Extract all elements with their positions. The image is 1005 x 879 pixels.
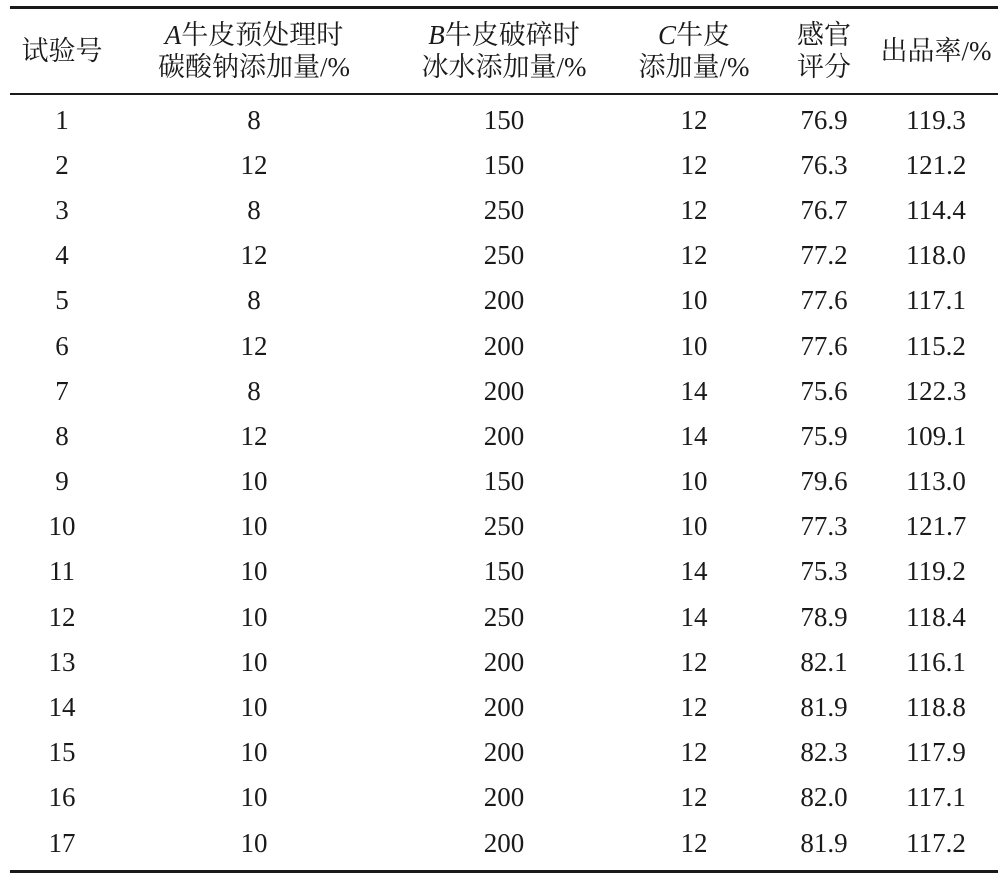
cell-score: 78.9 xyxy=(800,601,848,632)
cell-factor-b: 200 xyxy=(483,737,525,768)
cell-factor-a: 8 xyxy=(247,285,261,316)
cell-factor-b: 200 xyxy=(483,646,525,677)
table-row xyxy=(10,775,998,820)
table-row xyxy=(10,640,998,685)
table-row xyxy=(10,278,998,323)
cell-yield: 117.9 xyxy=(906,737,966,768)
cell-trial: 10 xyxy=(48,511,76,542)
cell-yield: 118.4 xyxy=(906,601,966,632)
cell-score: 79.6 xyxy=(800,466,848,497)
header-row xyxy=(10,9,998,93)
cell-trial: 1 xyxy=(55,104,69,135)
cell-factor-b: 150 xyxy=(483,556,525,587)
cell-trial: 15 xyxy=(48,737,76,768)
cell-factor-a: 8 xyxy=(247,194,261,225)
cell-factor-a: 10 xyxy=(240,601,268,632)
cell-score: 82.0 xyxy=(800,782,848,813)
cell-trial: 7 xyxy=(55,375,69,406)
experiment-table xyxy=(10,6,998,873)
cell-factor-c: 12 xyxy=(680,782,708,813)
table-row xyxy=(10,369,998,414)
cell-score: 75.6 xyxy=(800,375,848,406)
cell-factor-c: 10 xyxy=(680,466,708,497)
cell-yield: 118.8 xyxy=(906,692,966,723)
cell-factor-a: 10 xyxy=(240,466,268,497)
cell-factor-c: 10 xyxy=(680,511,708,542)
cell-yield: 115.2 xyxy=(906,330,966,361)
cell-factor-b: 200 xyxy=(483,420,525,451)
cell-factor-a: 12 xyxy=(240,330,268,361)
cell-factor-c: 14 xyxy=(680,420,708,451)
bottom-rule xyxy=(10,870,998,873)
cell-yield: 122.3 xyxy=(905,375,967,406)
cell-score: 77.6 xyxy=(800,285,848,316)
cell-yield: 121.7 xyxy=(905,511,967,542)
cell-score: 77.2 xyxy=(800,240,848,271)
cell-factor-b: 150 xyxy=(483,104,525,135)
cell-yield: 117.2 xyxy=(906,827,966,858)
cell-factor-b: 150 xyxy=(483,149,525,180)
cell-score: 77.6 xyxy=(800,330,848,361)
cell-trial: 12 xyxy=(48,601,76,632)
cell-trial: 5 xyxy=(55,285,69,316)
cell-score: 82.1 xyxy=(800,646,848,677)
cell-score: 82.3 xyxy=(800,737,848,768)
cell-factor-c: 12 xyxy=(680,827,708,858)
cell-yield: 121.2 xyxy=(905,149,967,180)
cell-factor-c: 10 xyxy=(680,285,708,316)
table-row xyxy=(10,549,998,594)
table-row xyxy=(10,323,998,368)
cell-factor-c: 12 xyxy=(680,646,708,677)
table-row xyxy=(10,414,998,459)
cell-yield: 119.2 xyxy=(906,556,966,587)
cell-factor-b: 200 xyxy=(483,782,525,813)
cell-factor-c: 14 xyxy=(680,601,708,632)
cell-trial: 8 xyxy=(55,420,69,451)
cell-factor-b: 250 xyxy=(483,240,525,271)
cell-factor-b: 200 xyxy=(483,285,525,316)
header-factor-c: C牛皮 添加量/% xyxy=(638,20,750,82)
table-row xyxy=(10,821,998,866)
cell-score: 81.9 xyxy=(800,827,848,858)
cell-factor-a: 8 xyxy=(247,375,261,406)
cell-factor-b: 200 xyxy=(483,692,525,723)
cell-yield: 119.3 xyxy=(906,104,966,135)
cell-score: 76.9 xyxy=(800,104,848,135)
table-row xyxy=(10,143,998,188)
cell-factor-b: 250 xyxy=(483,194,525,225)
cell-factor-a: 10 xyxy=(240,511,268,542)
header-yield: 出品率/% xyxy=(880,36,992,66)
table-row xyxy=(10,730,998,775)
cell-factor-c: 12 xyxy=(680,104,708,135)
cell-yield: 117.1 xyxy=(906,285,966,316)
cell-yield: 117.1 xyxy=(906,782,966,813)
cell-yield: 113.0 xyxy=(906,466,966,497)
cell-yield: 109.1 xyxy=(905,420,967,451)
header-trial-number: 试验号 xyxy=(21,36,103,66)
header-factor-a: A牛皮预处理时 碳酸钠添加量/% xyxy=(158,20,350,82)
cell-factor-a: 10 xyxy=(240,692,268,723)
cell-score: 76.7 xyxy=(800,194,848,225)
cell-trial: 3 xyxy=(55,194,69,225)
cell-factor-a: 10 xyxy=(240,737,268,768)
cell-factor-a: 12 xyxy=(240,240,268,271)
cell-trial: 2 xyxy=(55,149,69,180)
table-row xyxy=(10,233,998,278)
cell-yield: 118.0 xyxy=(906,240,966,271)
cell-factor-a: 10 xyxy=(240,556,268,587)
cell-factor-a: 12 xyxy=(240,149,268,180)
cell-factor-a: 10 xyxy=(240,646,268,677)
table-row xyxy=(10,685,998,730)
table-row xyxy=(10,459,998,504)
cell-factor-b: 250 xyxy=(483,601,525,632)
cell-trial: 14 xyxy=(48,692,76,723)
cell-factor-c: 12 xyxy=(680,149,708,180)
cell-factor-a: 8 xyxy=(247,104,261,135)
table-row xyxy=(10,595,998,640)
cell-factor-c: 12 xyxy=(680,692,708,723)
cell-trial: 17 xyxy=(48,827,76,858)
cell-factor-a: 12 xyxy=(240,420,268,451)
table-body xyxy=(10,95,998,870)
cell-factor-c: 14 xyxy=(680,556,708,587)
cell-score: 76.3 xyxy=(800,149,848,180)
cell-factor-b: 200 xyxy=(483,330,525,361)
header-factor-b: B牛皮破碎时 冰水添加量/% xyxy=(421,20,587,82)
cell-factor-c: 10 xyxy=(680,330,708,361)
cell-factor-b: 200 xyxy=(483,827,525,858)
table-row xyxy=(10,504,998,549)
cell-factor-c: 14 xyxy=(680,375,708,406)
cell-trial: 9 xyxy=(55,466,69,497)
cell-score: 75.9 xyxy=(800,420,848,451)
cell-trial: 11 xyxy=(49,556,75,587)
cell-score: 81.9 xyxy=(800,692,848,723)
cell-score: 75.3 xyxy=(800,556,848,587)
cell-score: 77.3 xyxy=(800,511,848,542)
cell-factor-c: 12 xyxy=(680,194,708,225)
cell-factor-c: 12 xyxy=(680,240,708,271)
table-row xyxy=(10,98,998,143)
cell-factor-b: 200 xyxy=(483,375,525,406)
cell-yield: 114.4 xyxy=(906,194,966,225)
table-row xyxy=(10,188,998,233)
cell-trial: 16 xyxy=(48,782,76,813)
cell-factor-b: 250 xyxy=(483,511,525,542)
cell-trial: 13 xyxy=(48,646,76,677)
cell-trial: 6 xyxy=(55,330,69,361)
header-sensory-score: 感官 评分 xyxy=(797,20,851,82)
cell-trial: 4 xyxy=(55,240,69,271)
cell-factor-a: 10 xyxy=(240,827,268,858)
cell-factor-b: 150 xyxy=(483,466,525,497)
cell-factor-a: 10 xyxy=(240,782,268,813)
cell-yield: 116.1 xyxy=(906,646,966,677)
cell-factor-c: 12 xyxy=(680,737,708,768)
